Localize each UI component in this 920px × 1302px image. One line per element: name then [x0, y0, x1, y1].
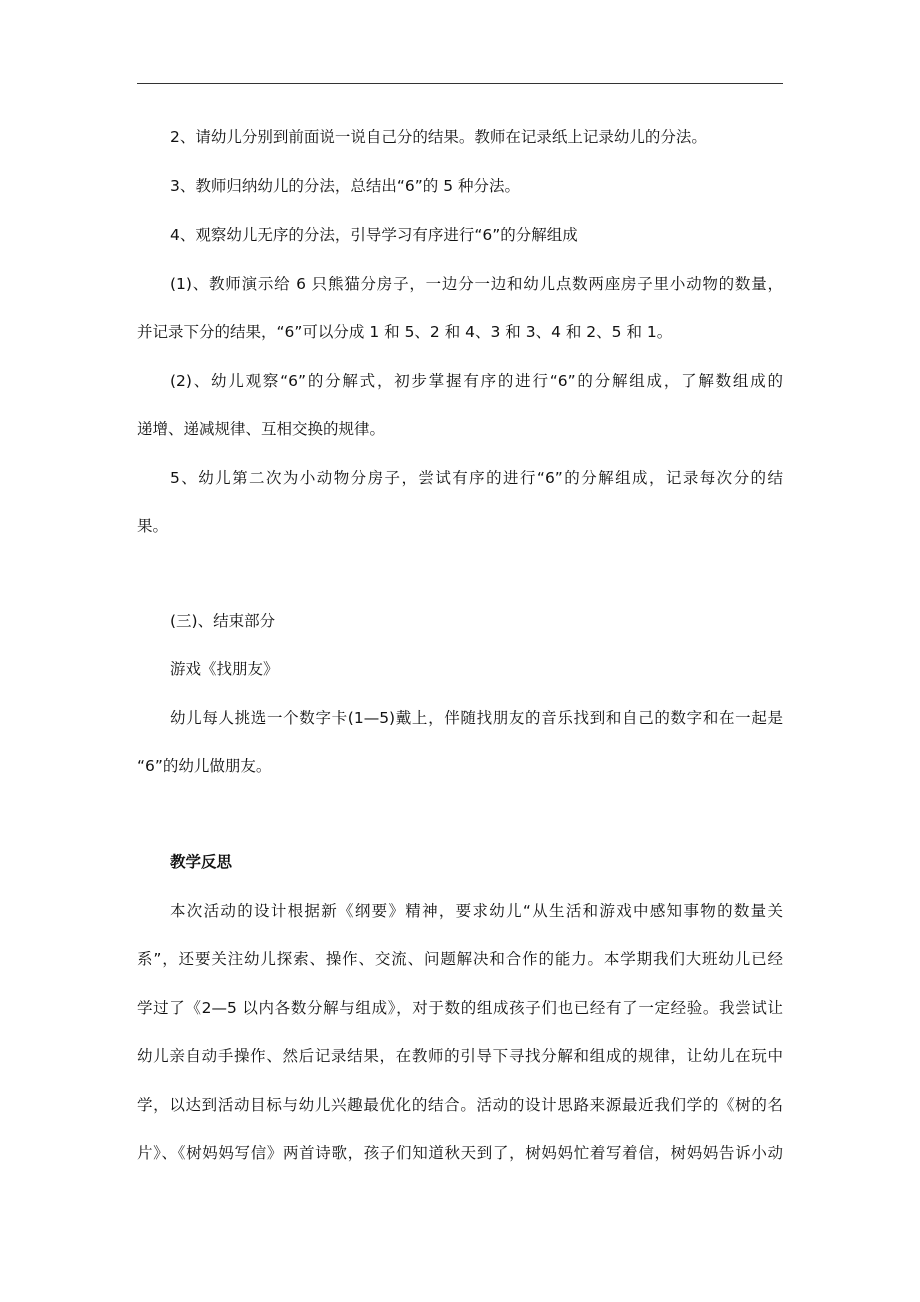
paragraph-substep-1-line-1: (1)、教师演示给 6 只熊猫分房子，一边分一边和幼儿点数两座房子里小动物的数量，	[170, 275, 783, 293]
paragraph-game-line-2: “6”的幼儿做朋友。	[137, 757, 272, 775]
section-heading-reflection: 教学反思	[170, 853, 233, 871]
paragraph-reflection-line-4: 幼儿亲自动手操作、然后记录结果，在教师的引导下寻找分解和组成的规律，让幼儿在玩中	[137, 1047, 783, 1065]
paragraph-substep-1-line-2: 并记录下分的结果，“6”可以分成 1 和 5、2 和 4、3 和 3、4 和 2、5 和 1。	[137, 323, 673, 341]
paragraph-step-3: 3、教师归纳幼儿的分法，总结出“6”的 5 种分法。	[170, 177, 521, 195]
paragraph-reflection-line-2: 系”，还要关注幼儿探索、操作、交流、问题解决和合作的能力。本学期我们大班幼儿已经	[137, 950, 783, 968]
paragraph-step-5-line-2: 果。	[137, 517, 169, 535]
paragraph-step-2: 2、请幼儿分别到前面说一说自己分的结果。教师在记录纸上记录幼儿的分法。	[170, 128, 707, 146]
game-title: 游戏《找朋友》	[170, 660, 279, 678]
paragraph-reflection-line-5: 学，以达到活动目标与幼儿兴趣最优化的结合。活动的设计思路来源最近我们学的《树的名	[137, 1096, 783, 1114]
paragraph-substep-2-line-1: (2)、幼儿观察“6”的分解式，初步掌握有序的进行“6”的分解组成，了解数组成的	[170, 372, 783, 390]
header-rule	[137, 83, 783, 84]
paragraph-substep-2-line-2: 递增、递减规律、互相交换的规律。	[137, 420, 386, 438]
paragraph-step-5-line-1: 5、幼儿第二次为小动物分房子，尝试有序的进行“6”的分解组成，记录每次分的结	[170, 469, 783, 487]
section-heading-ending: (三)、结束部分	[170, 612, 276, 630]
paragraph-reflection-line-3: 学过了《2—5 以内各数分解与组成》，对于数的组成孩子们也已经有了一定经验。我尝试让	[137, 999, 783, 1017]
paragraph-reflection-line-6: 片》、《树妈妈写信》两首诗歌，孩子们知道秋天到了，树妈妈忙着写着信，树妈妈告诉小动	[137, 1144, 783, 1162]
paragraph-game-line-1: 幼儿每人挑选一个数字卡(1—5)戴上，伴随找朋友的音乐找到和自己的数字和在一起是	[170, 709, 783, 727]
paragraph-step-4: 4、观察幼儿无序的分法，引导学习有序进行“6”的分解组成	[170, 226, 578, 244]
paragraph-reflection-line-1: 本次活动的设计根据新《纲要》精神，要求幼儿“从生活和游戏中感知事物的数量关	[170, 902, 783, 920]
